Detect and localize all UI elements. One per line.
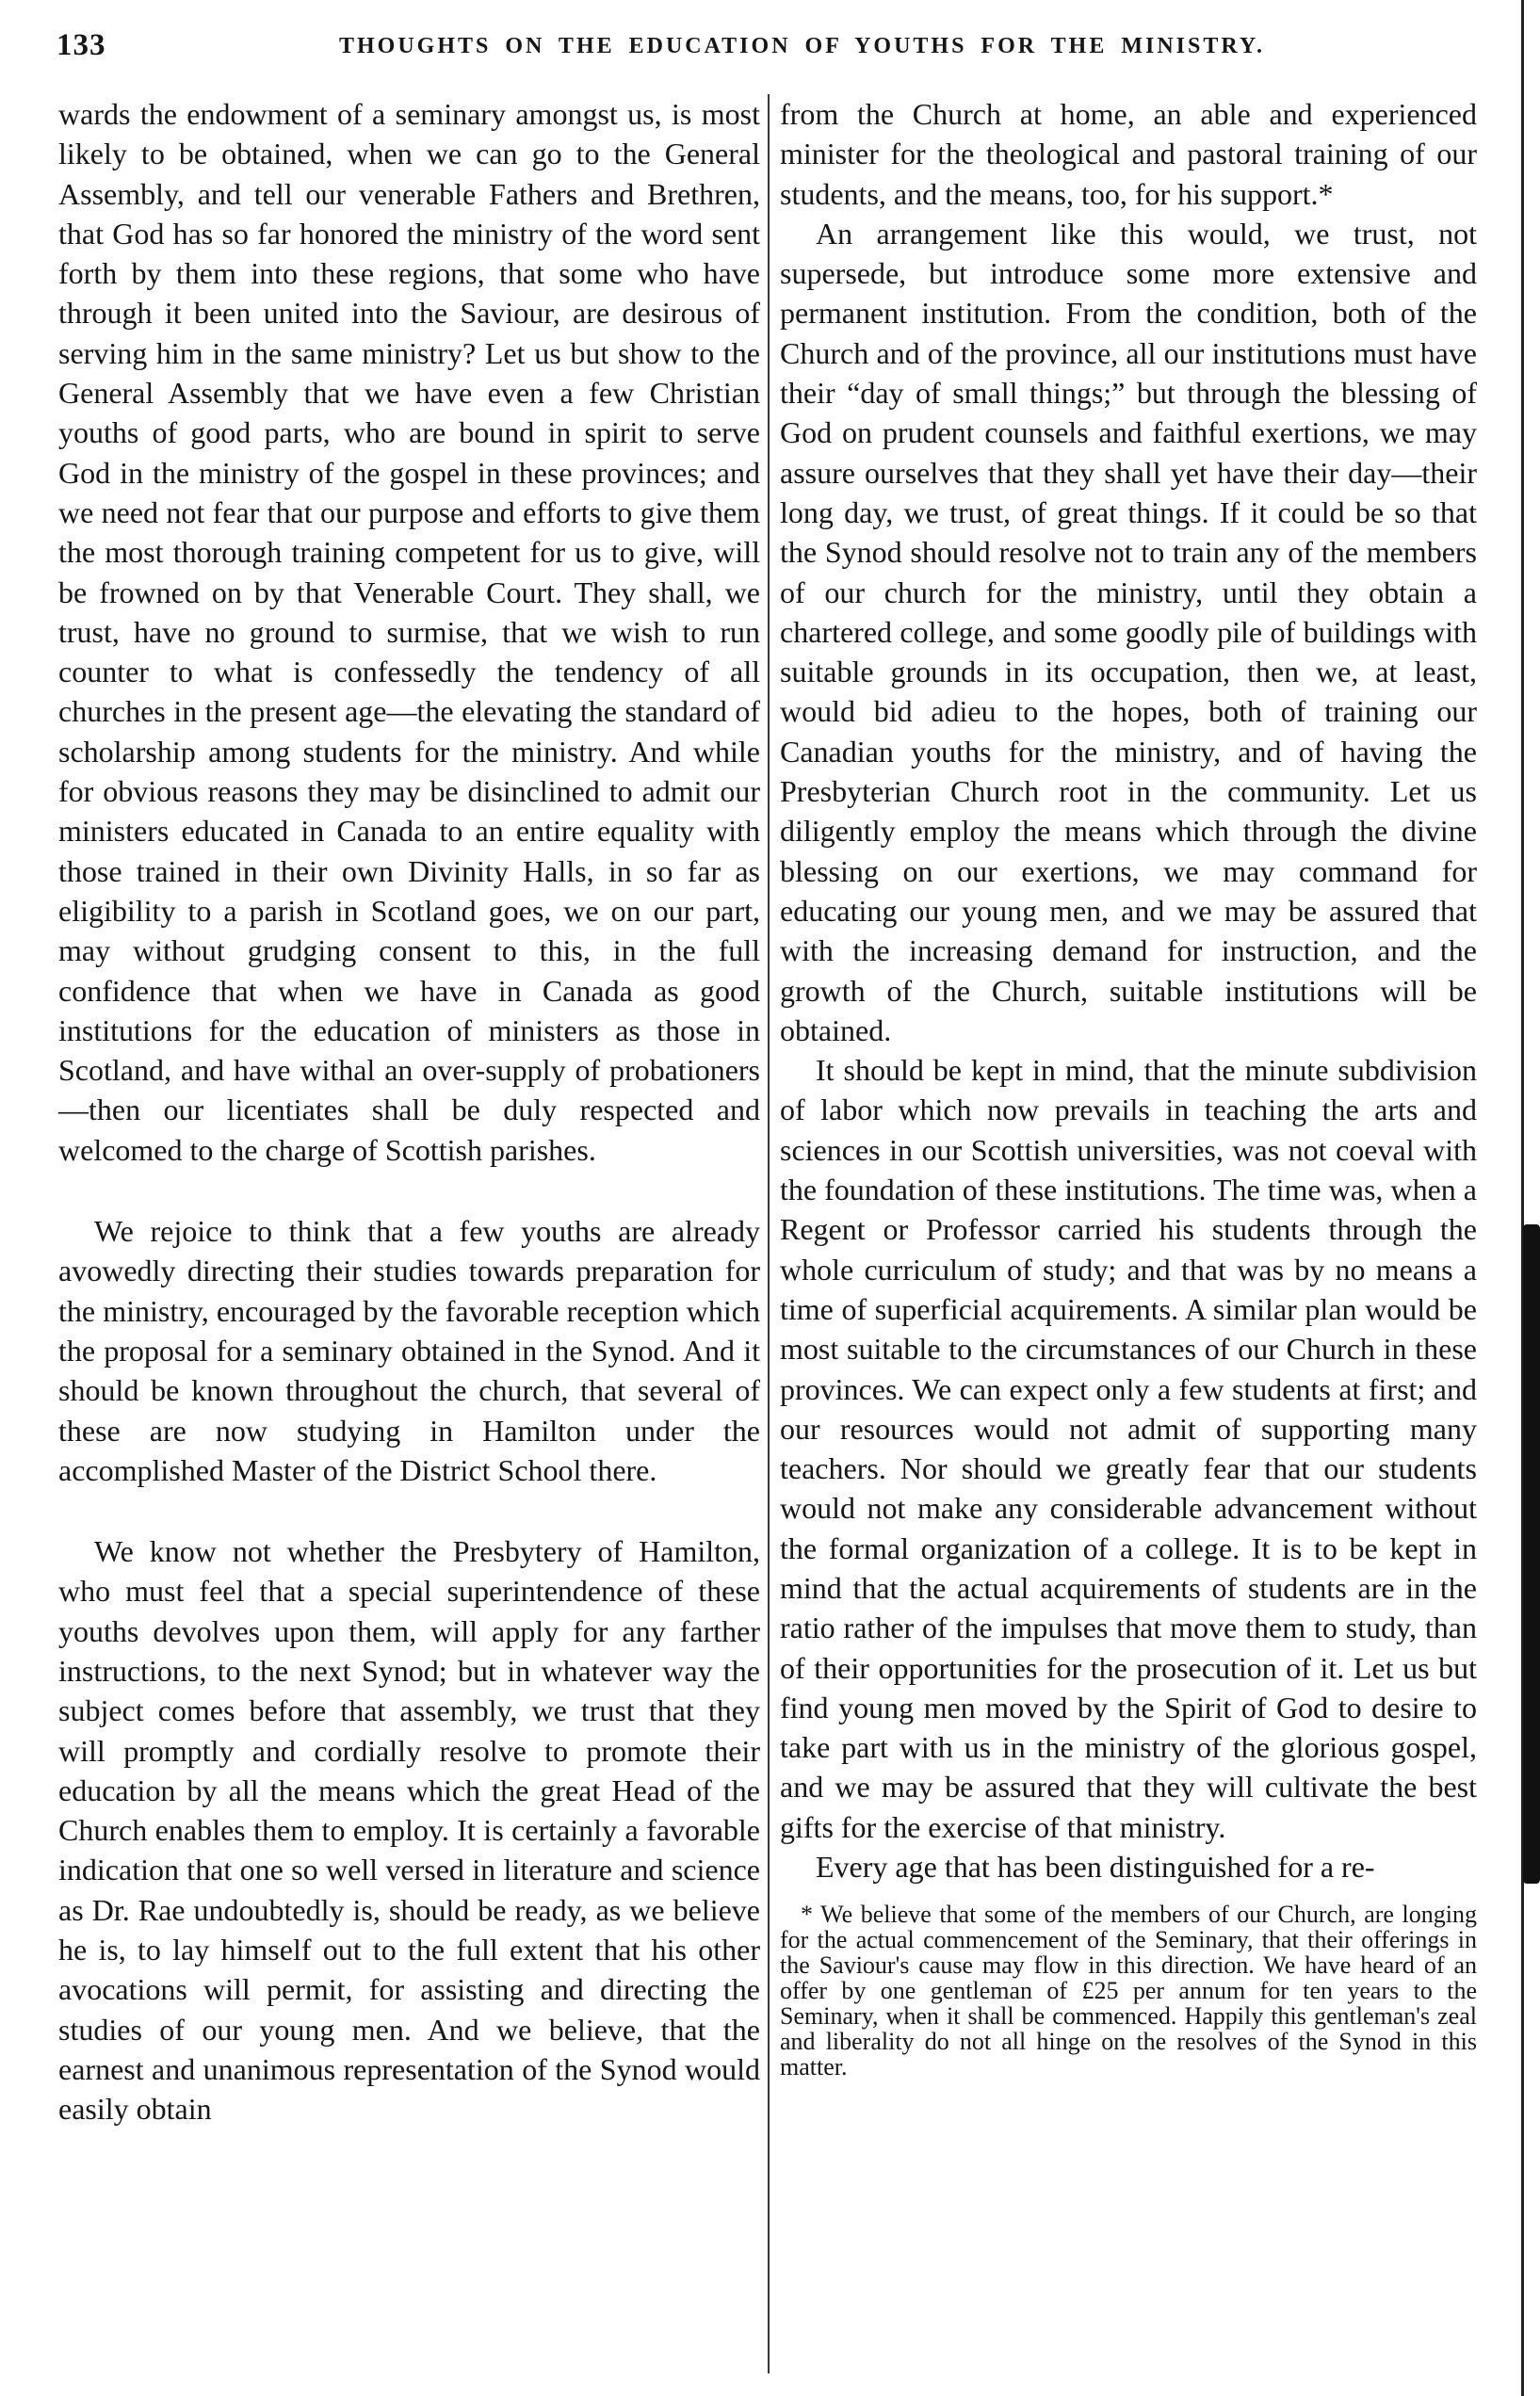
paragraph: We rejoice to think that a few youths are already avowedly directing their studies towards preparation for the ministry, encouraged by the favorable reception which the proposal for a seminary obtained in the Synod. And it should be known throughout the church, that several of these are now studying in Hamilton under the accomplished Master of the District School there. — [58, 1214, 760, 1487]
page-header — [57, 28, 1451, 81]
paragraph: Every age that has been distinguished for a re- — [816, 1850, 1375, 1885]
paragraph: An arrangement like this would, we trust, not supersede, but introduce some more extensive and permanent institution. From the condition, both of the Church and of the province, all our institutions must have their “day of small things;” but through the blessing of God on prudent counsels and faithful exertions, we may assure ourselves that they shall yet have their day—their long day, we trust, of great things. If it could be so that the Synod should resolve not to train any of the members of our church for the ministry, until they obtain a chartered college, and some goodly pile of buildings with suitable grounds in its occupation, then we, at least, would bid adieu to the hopes, both of training our Canadian youths for the ministry, and of having the Presbyterian Church root in the community. Let us diligently employ the means which through the divine blessing on our exertions, we may command for educating our young men, and we may be assured that with the increasing demand for instruction, and the growth of the Church, suitable institutions will be obtained. — [780, 216, 1477, 1047]
scan-edge-line — [1521, 0, 1524, 2396]
page-number: 133 — [57, 28, 106, 62]
running-title: THOUGHTS ON THE EDUCATION OF YOUTHS FOR THE MINISTRY. — [339, 34, 1265, 58]
left-column — [58, 94, 760, 2392]
paragraph: It should be kept in mind, that the minute subdivision of labor which now prevails in teaching the arts and sciences in our Scottish universities, was not coeval with the foundation of these institutions. The time was, when a Regent or Professor carried his students through the whole curriculum of study; and that was by no means a time of superficial acquirements. A similar plan would be most suitable to the circumstances of our Church in these provinces. We can expect only a few students at first; and our resources would not admit of supporting many teachers. Nor should we greatly fear that our students would not make any considerable advancement without the formal organization of a college. It is to be kept in mind that the actual acquirements of students are in the ratio rather of the impulses that move them to study, than of their opportunities for the prosecution of it. Let us but find young men moved by the Spirit of God to desire to take part with us in the ministry of the glorious gospel, and we may be assured that they will cultivate the best gifts for the exercise of that ministry. — [780, 1053, 1477, 1844]
right-column — [780, 94, 1477, 2392]
column-divider — [768, 94, 770, 2373]
scan-edge — [1519, 0, 1540, 2396]
footnote: * We believe that some of the members of our Church, are longing for the actual commencement of the Seminary, that their offerings in the Saviour's cause may flow in this direction. We have heard of an offer by one gentleman of £25 per annum for ten years to the Seminary, when it shall be commenced. Happily this gentleman's zeal and liberality do not all hinge on the resolves of the Synod in this matter. — [780, 1901, 1477, 2081]
paragraph: wards the endowment of a seminary amongst us, is most likely to be obtained, when we can go to the General Assembly, and tell our venerable Fathers and Brethren, that God has so far honored the ministry of the word sent forth by them into these regions, that some who have through it been united into the Saviour, are desirous of serving him in the same ministry? Let us but show to the General Assembly that we have even a few Christian youths of good parts, who are bound in spirit to serve God in the ministry of the gospel in these provinces; and we need not fear that our purpose and efforts to give them the most thorough training competent for us to give, will be frowned on by that Venerable Court. They shall, we trust, have no ground to surmise, that we wish to run counter to what is confessedly the tendency of all churches in the present age—the elevating the standard of scholarship among students for the ministry. And while for obvious reasons they may be disinclined to admit our ministers educated in Canada to an entire equality with those trained in their own Divinity Halls, in so far as eligibility to a parish in Scotland goes, we on our part, may without grudging consent to this, in the full confidence that when we have in Canada as good institutions for the education of ministers as those in Scotland, and have withal an over-supply of probationers—then our licentiates shall be duly respected and welcomed to the charge of Scottish parishes. — [58, 97, 760, 1167]
paragraph: from the Church at home, an able and experienced minister for the theological and pastoral training of our students, and the means, too, for his support.* — [780, 97, 1477, 211]
paragraph: We know not whether the Presbytery of Hamilton, who must feel that a special superintendence of these youths devolves upon them, will apply for any farther instructions, to the next Synod; but in whatever way the subject comes before that assembly, we trust that they will promptly and cordially resolve to promote their education by all the means which the great Head of the Church enables them to employ. It is certainly a favorable indication that one so well versed in literature and science as Dr. Rae undoubtedly is, should be ready, as we believe he is, to lay himself out to the full extent that his other avocations will permit, for assisting and directing the studies of our young men. And we believe, that the earnest and unanimous representation of the Synod would easily obtain — [58, 1534, 760, 2127]
scan-edge-blot — [1523, 1224, 1540, 1884]
